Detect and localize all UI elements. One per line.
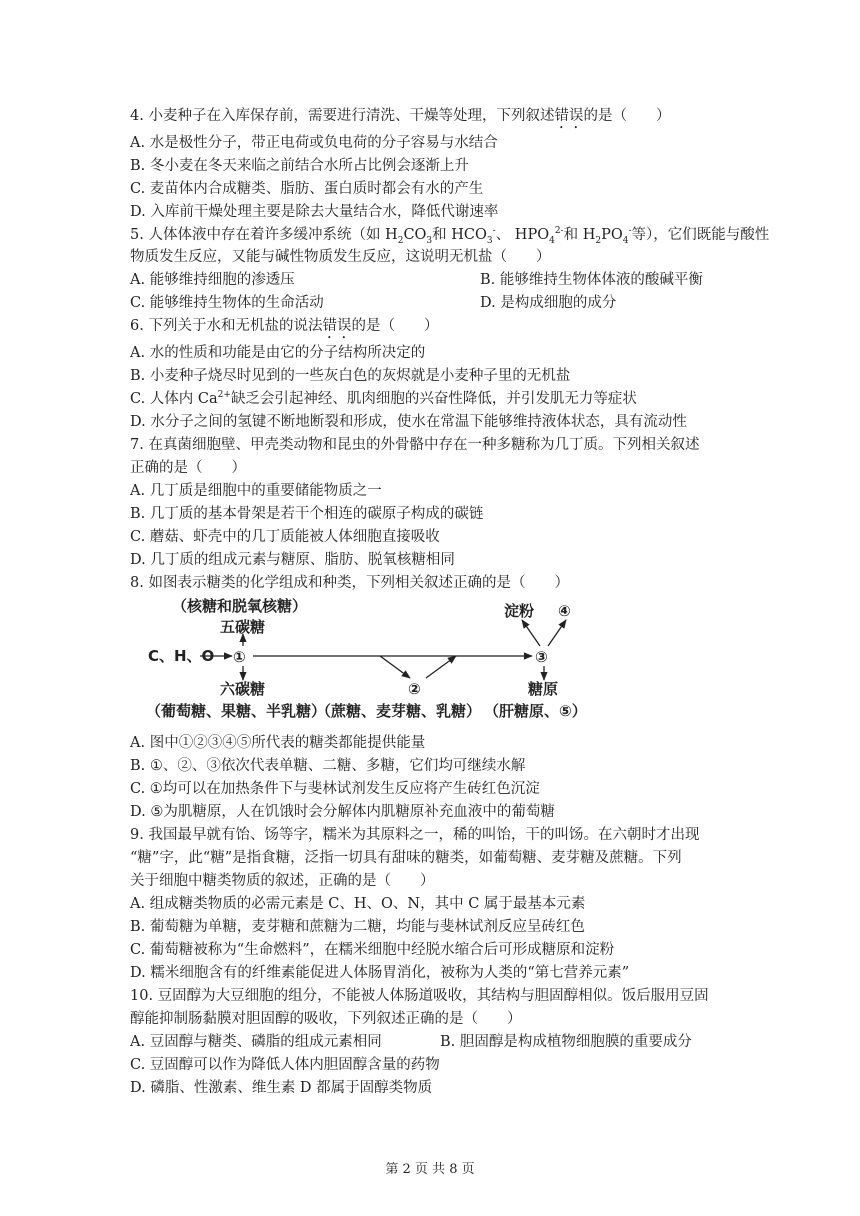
q7-stem-line2: 正确的是（ ） bbox=[130, 460, 246, 476]
q7-option-d[interactable]: D. 几丁质的组成元素与糖原、脂肪、脱氧核糖相同 bbox=[130, 552, 455, 568]
q6-option-c[interactable]: C. 人体内 $Ca^{2+}$缺乏会引起神经、肌肉细胞的兴奋性降低，并引发肌无力等症状 bbox=[130, 390, 637, 407]
diagram-starch-label: 淀粉 bbox=[504, 602, 535, 620]
diagram-pentose-label: 五碳糖 bbox=[220, 618, 266, 636]
q7-option-a[interactable]: A. 几丁质是细胞中的重要储能物质之一 bbox=[130, 483, 382, 499]
q9-option-c[interactable]: C. 葡萄糖被称为“生命燃料”，在糯米细胞中经脱水缩合后可形成糖原和淀粉 bbox=[130, 942, 615, 958]
diagram-ribose-label: （核糖和脱氧核糖） bbox=[172, 597, 308, 615]
q8-stem: 8. 如图表示糖类的化学组成和种类，下列相关叙述正确的是（ ） bbox=[130, 575, 569, 591]
q10-option-c[interactable]: C. 豆固醇可以作为降低人体内胆固醇含量的药物 bbox=[130, 1057, 440, 1073]
q8-option-a[interactable]: A. 图中①②③④⑤所代表的糖类都能提供能量 bbox=[130, 735, 426, 751]
q5-option-d[interactable]: D. 是构成细胞的成分 bbox=[480, 295, 617, 311]
q10-stem-line1: 10. 豆固醇为大豆细胞的组分，不能被人体肠道吸收，其结构与胆固醇相似。饭后服用豆固 bbox=[130, 988, 709, 1004]
q4-option-b[interactable]: B. 冬小麦在冬天来临之前结合水所占比例会逐渐上升 bbox=[130, 158, 469, 174]
q5-stem-line2: 物质发生反应，又能与碱性物质发生反应，这说明无机盐（ ） bbox=[130, 249, 551, 265]
q9-stem-line1: 9. 我国最早就有饴、饧等字，糯米为其原料之一，稀的叫饴，干的叫饧。在六朝时才出现 bbox=[130, 827, 700, 843]
q10-option-a[interactable]: A. 豆固醇与糖类、磷脂的组成元素相同 bbox=[130, 1034, 382, 1050]
diagram-node-4: ④ bbox=[558, 602, 571, 620]
q5-option-a[interactable]: A. 能够维持细胞的渗透压 bbox=[130, 272, 295, 288]
q4-option-c[interactable]: C. 麦苗体内合成糖类、脂肪、蛋白质时都会有水的产生 bbox=[130, 181, 484, 197]
q9-stem-line2: “糖”字，此“糖”是指食糖，泛指一切具有甜味的糖类，如葡萄糖、麦芽糖及蔗糖。下列 bbox=[130, 850, 682, 866]
page-footer: 第 2 页 共 8 页 bbox=[385, 1162, 475, 1177]
diagram-hexose-label: 六碳糖 bbox=[220, 680, 266, 698]
diagram-node-3: ③ bbox=[535, 648, 548, 666]
diagram-elements-label: C、H、O bbox=[148, 647, 215, 665]
diagram-hexose-examples: （葡萄糖、果糖、半乳糖） bbox=[146, 702, 327, 720]
arrow-to-2 bbox=[380, 656, 410, 678]
diagram-glycogen-examples: （肝糖原、⑤） bbox=[484, 702, 587, 720]
diagram-disaccharide-examples: （蔗糖、麦芽糖、乳糖） bbox=[316, 702, 482, 720]
q6-stem: 6. 下列关于水和无机盐的说法错误的是（ ） bbox=[130, 318, 439, 334]
q10-stem-line2: 醇能抑制肠黏膜对胆固醇的吸收，下列叙述正确的是（ ） bbox=[130, 1011, 522, 1027]
q10-option-b[interactable]: B. 胆固醇是构成植物细胞膜的重要成分 bbox=[440, 1034, 692, 1050]
arrow-3-to-starch bbox=[522, 620, 540, 646]
q7-option-b[interactable]: B. 几丁质的基本骨架是若干个相连的碳原子构成的碳链 bbox=[130, 506, 484, 522]
q5-option-c[interactable]: C. 能够维持生物体的生命活动 bbox=[130, 295, 324, 311]
q6-option-a[interactable]: A. 水的性质和功能是由它的分子结构所决定的 bbox=[130, 345, 426, 361]
q8-option-c[interactable]: C. ①均可以在加热条件下与斐林试剂发生反应将产生砖红色沉淀 bbox=[130, 781, 540, 797]
q7-stem-line1: 7. 在真菌细胞壁、甲壳类动物和昆虫的外骨骼中存在一种多糖称为几丁质。下列相关叙述 bbox=[130, 437, 700, 453]
q9-option-d[interactable]: D. 糯米细胞含有的纤维素能促进人体肠胃消化，被称为人类的“第七营养元素” bbox=[130, 965, 630, 981]
q4-option-d[interactable]: D. 入库前干燥处理主要是除去大量结合水，降低代谢速率 bbox=[130, 204, 499, 220]
q8-option-d[interactable]: D. ⑤为肌糖原，人在饥饿时会分解体内肌糖原补充血液中的葡萄糖 bbox=[130, 804, 555, 820]
q10-option-d[interactable]: D. 磷脂、性激素、维生素 D 都属于固醇类物质 bbox=[130, 1080, 433, 1096]
diagram-node-2: ② bbox=[408, 680, 421, 698]
q5-option-b[interactable]: B. 能够维持生物体体液的酸碱平衡 bbox=[480, 272, 703, 288]
q6-option-d[interactable]: D. 水分子之间的氢键不断地断裂和形成，使水在常温下能够维持液体状态，具有流动性 bbox=[130, 414, 687, 430]
diagram-glycogen-label: 糖原 bbox=[528, 680, 559, 698]
q5-option-row1 bbox=[130, 270, 295, 290]
arrow-3-to-4 bbox=[548, 620, 566, 646]
q5-stem-line1: 5. 人体体液中存在着许多缓冲系统（如 $H_2CO_3$和 $HCO_3^-$、 $HPO_4^{2-}$和 $H_2PO_4^-$等），它们既能与酸性 bbox=[130, 226, 770, 246]
q6-option-b[interactable]: B. 小麦种子烧尽时见到的一些灰白色的灰烬就是小麦种子里的无机盐 bbox=[130, 368, 571, 384]
q7-option-c[interactable]: C. 蘑菇、虾壳中的几丁质能被人体细胞直接吸收 bbox=[130, 529, 440, 545]
q9-option-a[interactable]: A. 组成糖类物质的必需元素是 C、H、O、N，其中 C 属于最基本元素 bbox=[130, 896, 586, 912]
q4-option-a[interactable]: A. 水是极性分子，带正电荷或负电荷的分子容易与水结合 bbox=[130, 135, 498, 151]
q9-option-b[interactable]: B. 葡萄糖为单糖，麦芽糖和蔗糖为二糖，均能与斐林试剂反应呈砖红色 bbox=[130, 919, 585, 935]
sugar-classification-diagram bbox=[140, 594, 610, 724]
q4-stem: 4. 小麦种子在入库保存前，需要进行清洗、干燥等处理，下列叙述错误的是（ ） bbox=[130, 108, 671, 124]
arrow-2-up bbox=[426, 656, 456, 678]
q9-stem-line3: 关于细胞中糖类物质的叙述，正确的是（ ） bbox=[130, 873, 435, 889]
q8-option-b[interactable]: B. ①、②、③依次代表单糖、二糖、多糖，它们均可继续水解 bbox=[130, 758, 526, 774]
diagram-node-1: ① bbox=[233, 648, 246, 666]
